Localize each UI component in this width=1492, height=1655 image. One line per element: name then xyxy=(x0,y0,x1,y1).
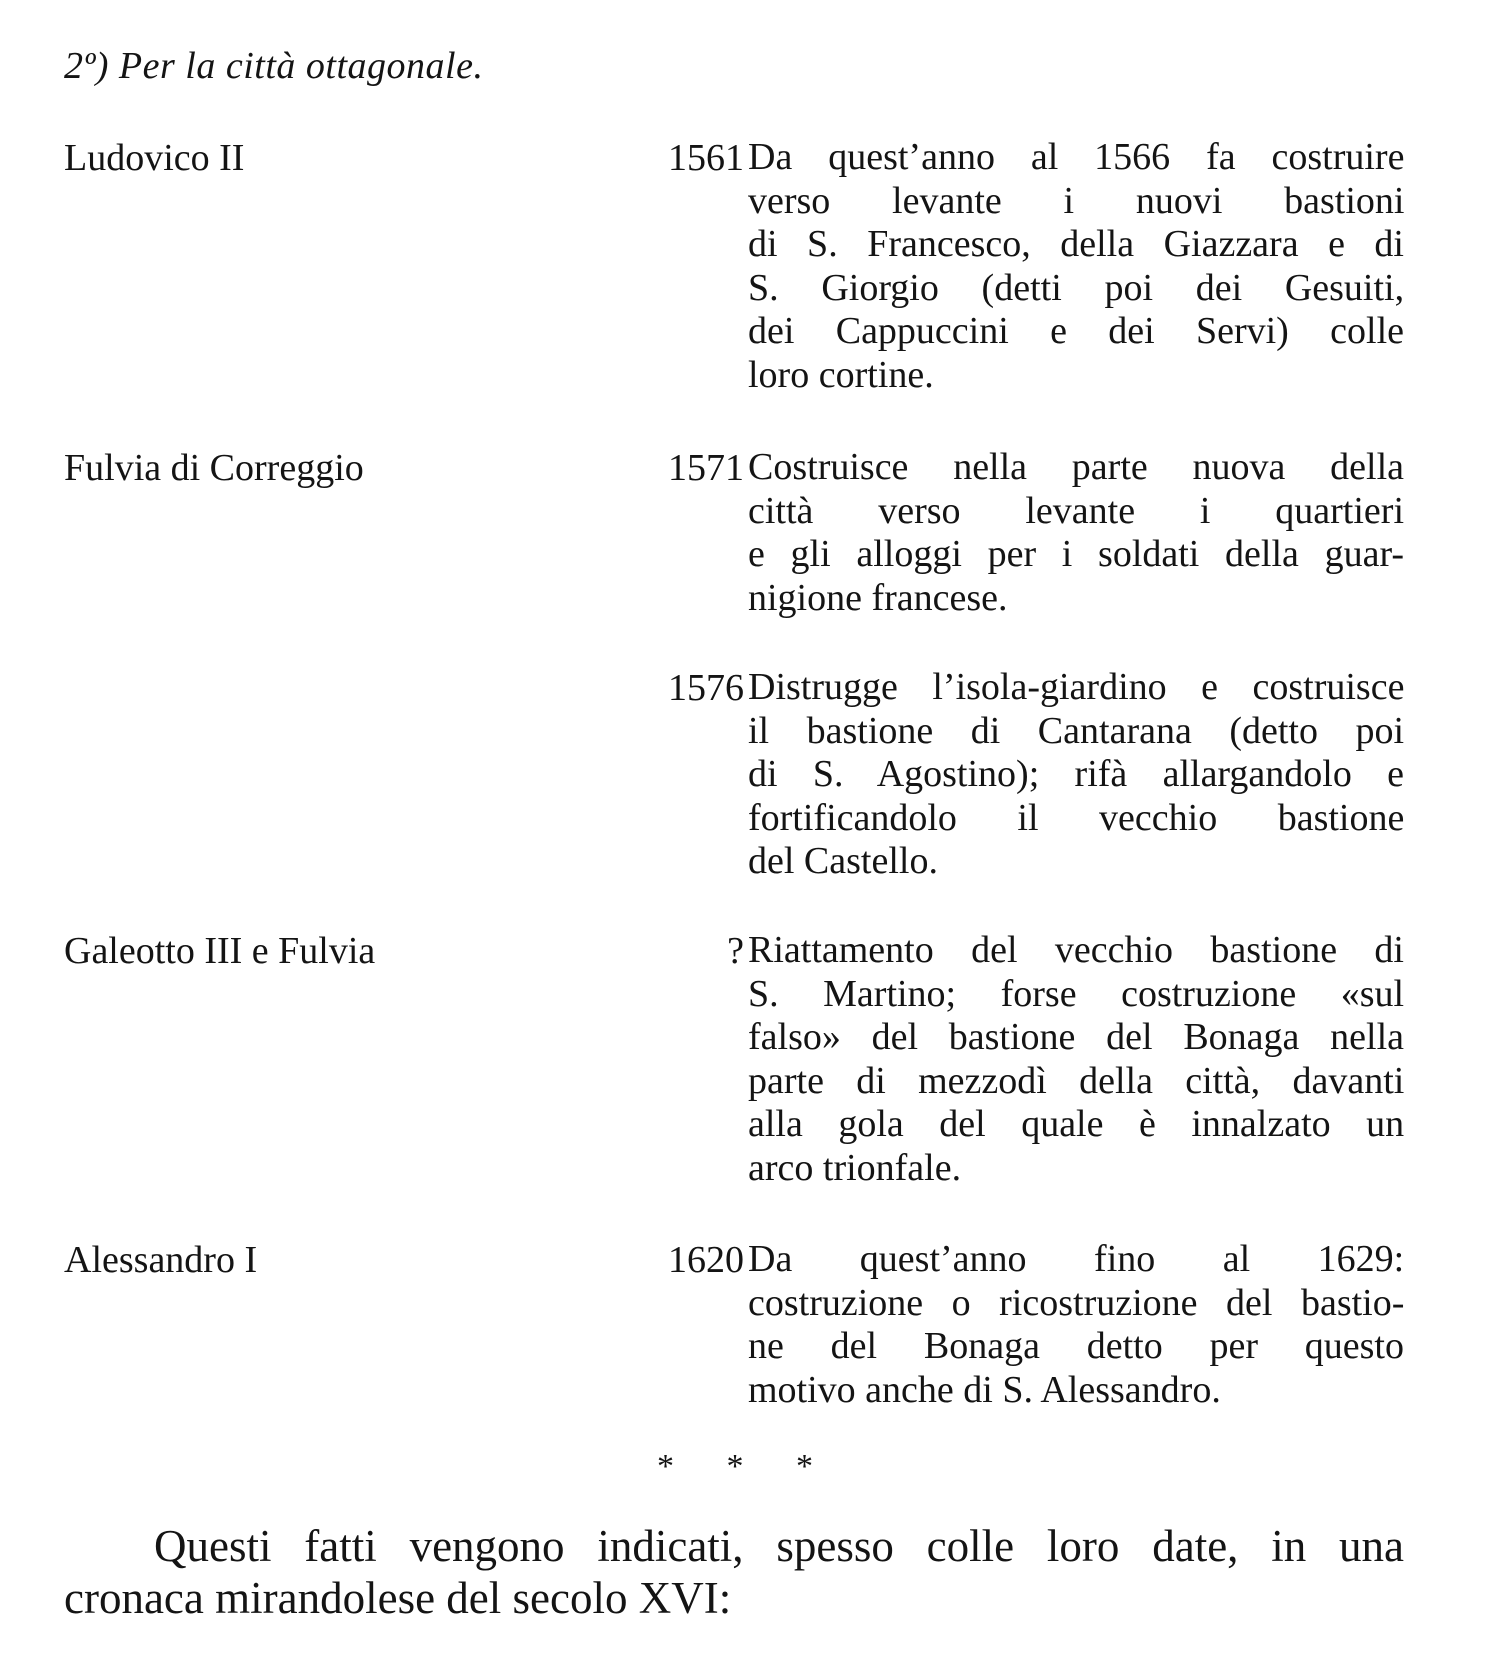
description-line: di S. Agostino); rifà allargandolo e xyxy=(748,753,1404,795)
entry-description xyxy=(748,136,1404,397)
description-line: dei Cappuccini e dei Servi) colle xyxy=(748,310,1404,352)
description-line: S. Martino; forse costruzione «sul xyxy=(748,972,1405,1015)
description-line: di S. Francesco, della Giazzara e di xyxy=(748,223,1404,265)
description-line: Da quest’anno al 1566 fa costruire xyxy=(748,136,1405,178)
entry-name: Galeotto III e Fulvia xyxy=(64,930,376,972)
section-separator: * * * xyxy=(657,1448,835,1485)
paragraph-line: Questi fatti vengono indicati, spesso colle loro date, in una xyxy=(154,1521,1405,1571)
description-line: Da quest’anno fino al 1629: xyxy=(748,1238,1405,1280)
description-line: alla gola del quale è innalzato un xyxy=(748,1103,1405,1145)
entry-name: Ludovico II xyxy=(64,137,245,179)
description-line: Riattamento del vecchio bastione di xyxy=(748,929,1404,971)
description-line: motivo anche di S. Alessandro. xyxy=(748,1368,1221,1411)
description-line: il bastione di Cantarana (detto poi xyxy=(748,709,1405,752)
body-paragraph xyxy=(64,1520,1404,1624)
entry-year: 1620 xyxy=(668,1239,744,1281)
description-line: S. Giorgio (detti poi dei Gesuiti, xyxy=(748,266,1405,309)
description-line: Distrugge l’isola-giardino e costruisce xyxy=(748,666,1405,708)
description-line: Costruisce nella parte nuova della xyxy=(748,446,1404,488)
entry-description xyxy=(748,666,1404,884)
entry-year: 1576 xyxy=(668,667,744,709)
description-line: fortificandolo il vecchio bastione xyxy=(748,796,1405,839)
entry-name: Alessandro I xyxy=(64,1239,258,1281)
entry-year: 1561 xyxy=(668,137,744,179)
description-line: nigione francese. xyxy=(748,576,1008,619)
entry-year: ? xyxy=(727,930,744,972)
entry-name: Fulvia di Correggio xyxy=(64,447,364,489)
description-line: città verso levante i quartieri xyxy=(748,489,1404,532)
description-line: falso» del bastione del Bonaga nella xyxy=(748,1016,1404,1058)
description-line: ne del Bonaga detto per questo xyxy=(748,1325,1404,1367)
description-line: parte di mezzodì della città, davanti xyxy=(748,1059,1405,1102)
entry-description xyxy=(748,929,1404,1190)
description-line: costruzione o ricostruzione del bastio- xyxy=(748,1281,1405,1324)
entry-description xyxy=(748,446,1404,620)
description-line: verso levante i nuovi bastioni xyxy=(748,179,1405,222)
description-line: arco trionfale. xyxy=(748,1146,962,1189)
description-line: loro cortine. xyxy=(748,353,934,396)
section-heading: 2º) Per la città ottagonale. xyxy=(64,45,484,87)
paragraph-line: cronaca mirandolese del secolo XVI: xyxy=(64,1573,732,1623)
description-line: del Castello. xyxy=(748,840,938,882)
entry-description xyxy=(748,1238,1404,1412)
entry-year: 1571 xyxy=(668,447,744,489)
description-line: e gli alloggi per i soldati della guar- xyxy=(748,533,1404,575)
